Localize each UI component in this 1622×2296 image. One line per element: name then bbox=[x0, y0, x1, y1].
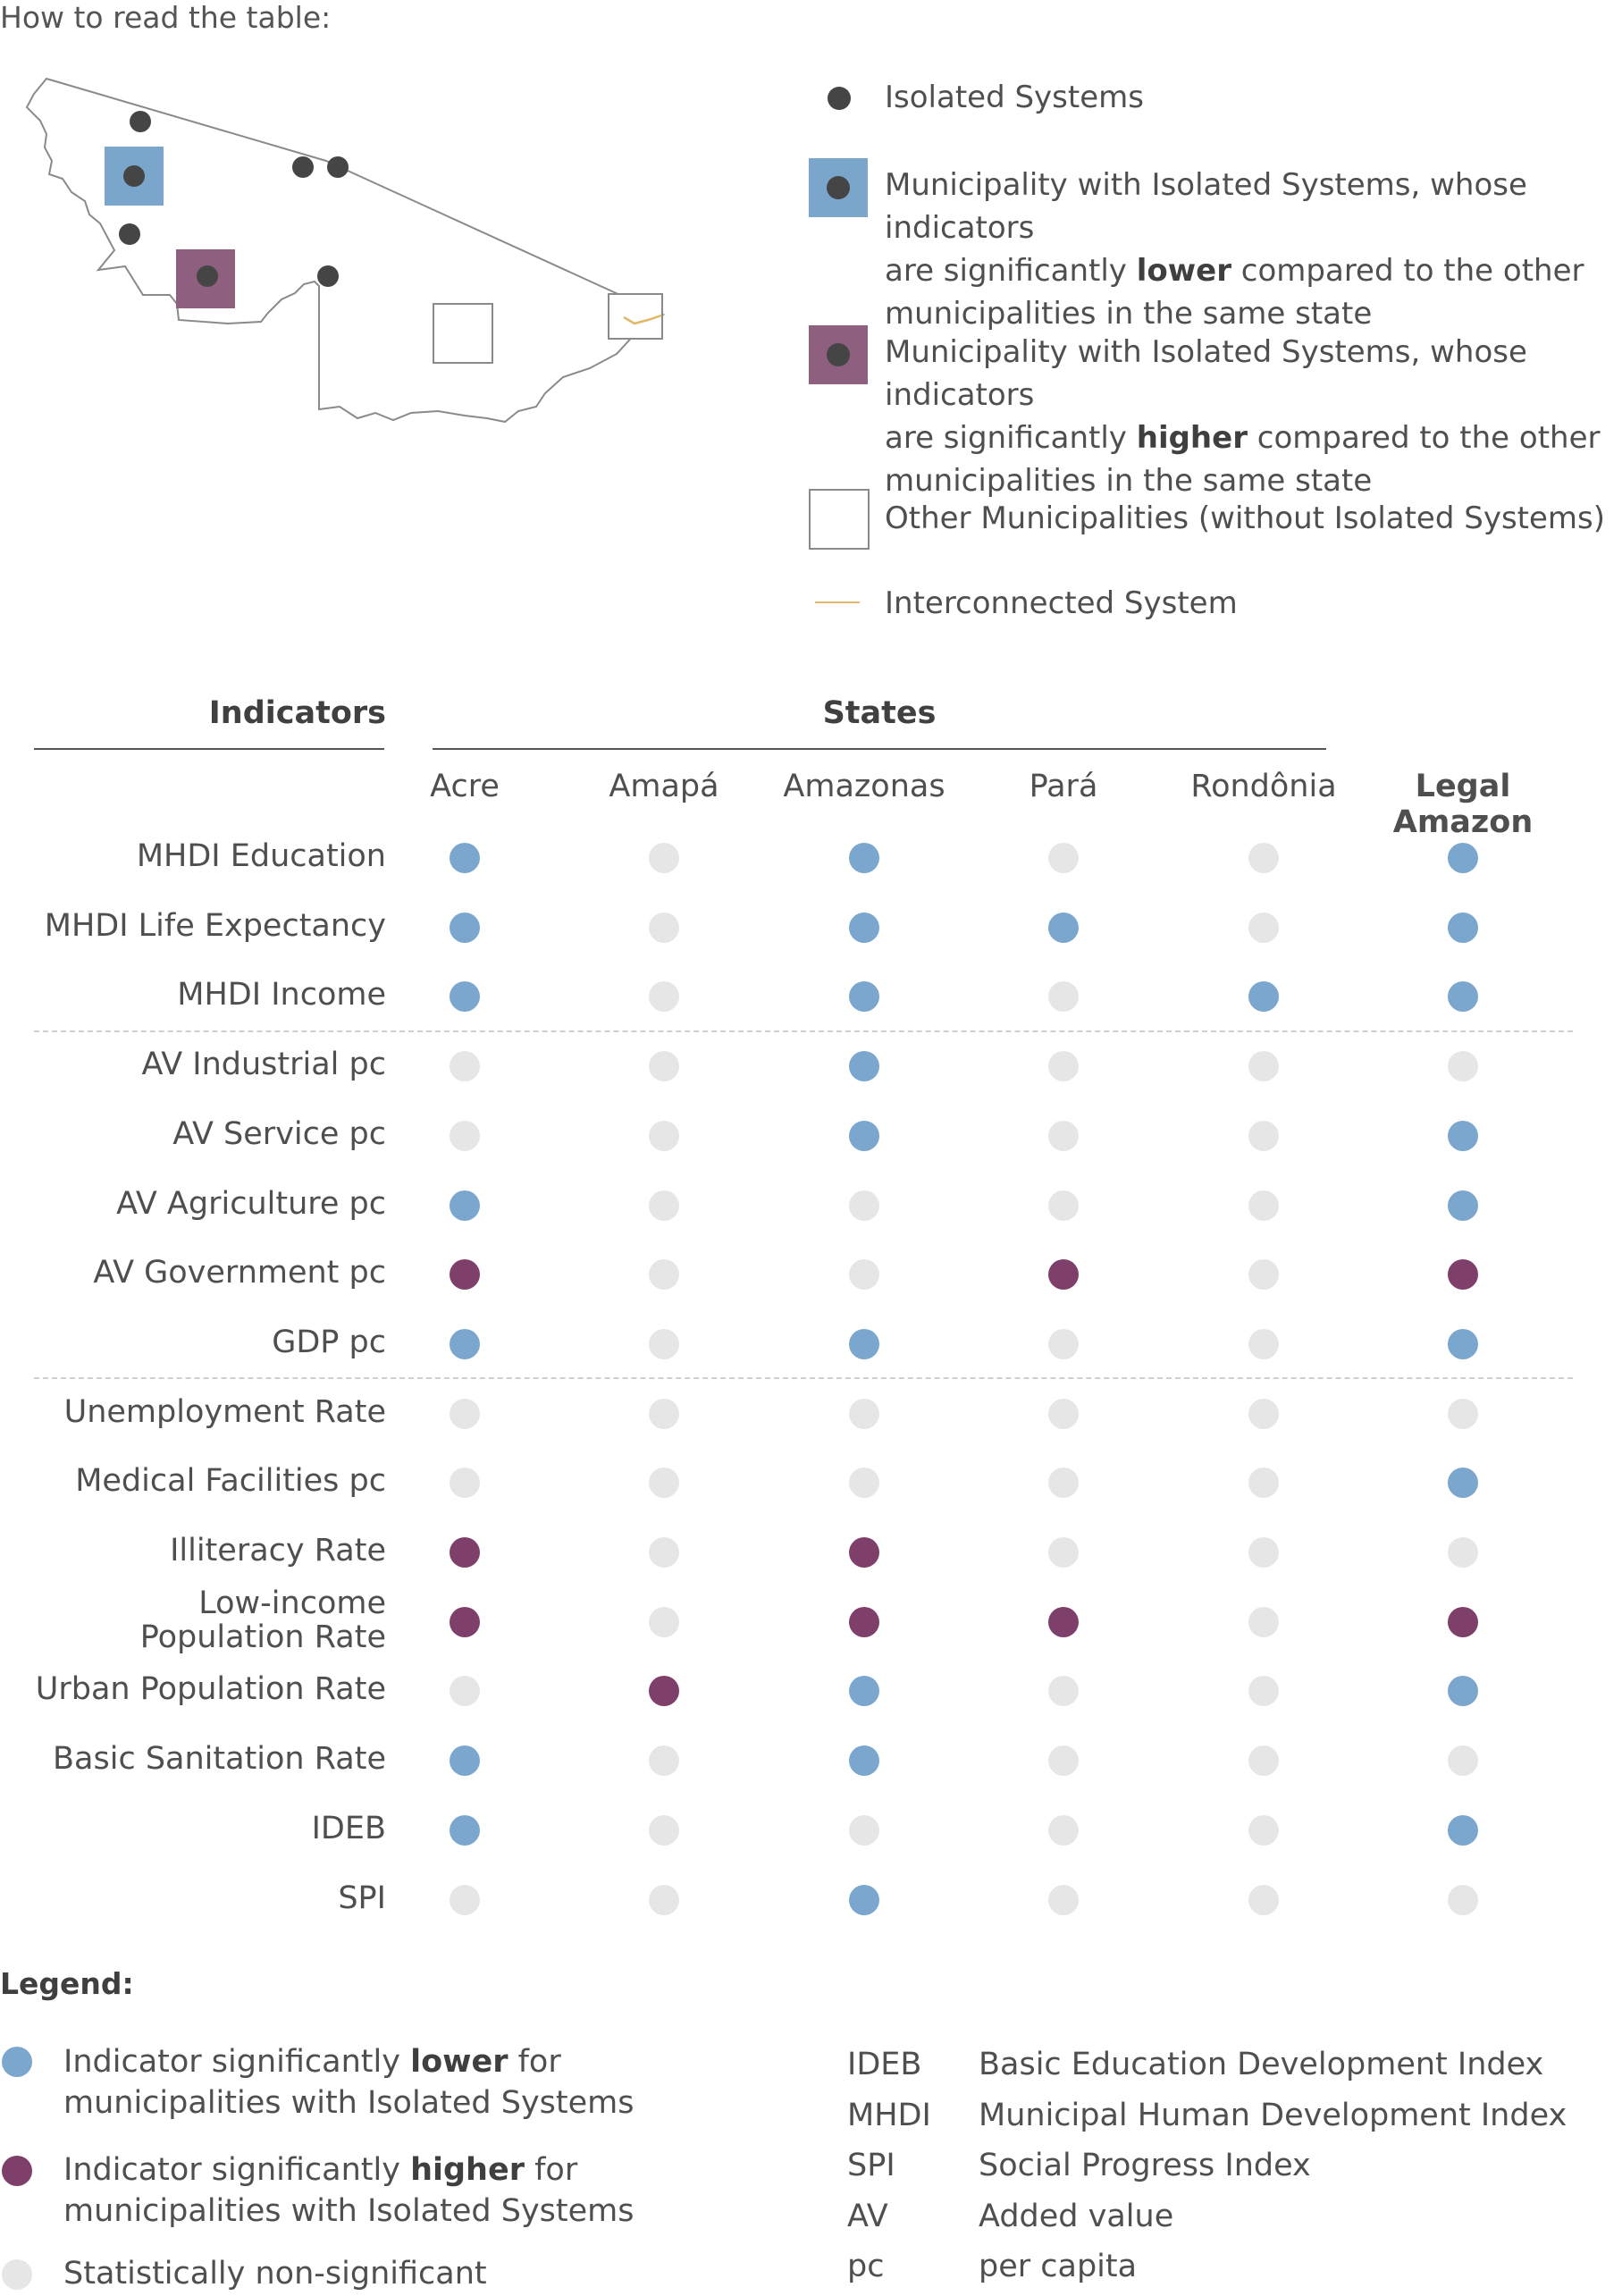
dot-non-significant bbox=[649, 1745, 679, 1776]
interconnected-symbol bbox=[815, 601, 860, 603]
dot-non-significant bbox=[1248, 1537, 1279, 1568]
dot-lower bbox=[1448, 1676, 1478, 1706]
dot-higher bbox=[849, 1607, 879, 1637]
dot-lower bbox=[849, 1885, 879, 1915]
dot-non-significant bbox=[1448, 1745, 1478, 1776]
legend-lower-text: Indicator significantly lower for municipalities with Isolated Systems bbox=[63, 2044, 635, 2121]
dot-non-significant bbox=[849, 1468, 879, 1498]
dot-lower bbox=[849, 1329, 879, 1359]
dot-non-significant bbox=[649, 1468, 679, 1498]
legend-lower-dot bbox=[2, 2047, 32, 2077]
dot-lower bbox=[450, 981, 480, 1012]
dot-non-significant bbox=[649, 1259, 679, 1290]
legend-ns-text: Statistically non-significant bbox=[63, 2256, 487, 2292]
dot-non-significant bbox=[450, 1468, 480, 1498]
dot-non-significant bbox=[1448, 1537, 1478, 1568]
dot-non-significant bbox=[849, 1815, 879, 1846]
abbreviation-term: SPI bbox=[847, 2148, 895, 2183]
states-header: States bbox=[822, 695, 937, 731]
dot-higher bbox=[450, 1537, 480, 1568]
indicator-label: SPI bbox=[338, 1880, 386, 1916]
abbreviation-term: MHDI bbox=[847, 2097, 931, 2133]
isolated-system-dot bbox=[317, 265, 339, 287]
indicator-label: GDP pc bbox=[272, 1324, 386, 1360]
abbreviation-term: pc bbox=[847, 2249, 885, 2284]
indicator-label: AV Service pc bbox=[172, 1115, 386, 1152]
indicator-label: MHDI Education bbox=[136, 838, 386, 874]
group-divider bbox=[34, 1030, 1573, 1032]
states-header-rule bbox=[433, 748, 1326, 750]
indicator-label: AV Agriculture pc bbox=[116, 1185, 386, 1222]
legend-higher-municipality-text: Municipality with Isolated Systems, whose indicators are significantly higher compared to the other municipalities in the same state bbox=[885, 334, 1601, 499]
dot-non-significant bbox=[649, 1815, 679, 1846]
indicators-header: Indicators bbox=[208, 695, 386, 731]
dot-lower bbox=[1448, 1190, 1478, 1221]
abbreviation-term: IDEB bbox=[847, 2047, 922, 2082]
dot-non-significant bbox=[1048, 1468, 1079, 1498]
dot-lower bbox=[1448, 913, 1478, 943]
dot-non-significant bbox=[450, 1676, 480, 1706]
dot-non-significant bbox=[649, 1329, 679, 1359]
abbreviation-description: Added value bbox=[979, 2198, 1174, 2234]
dot-non-significant bbox=[1248, 913, 1279, 943]
dot-non-significant bbox=[649, 1885, 679, 1915]
dot-lower bbox=[450, 843, 480, 873]
indicator-label: AV Industrial pc bbox=[141, 1047, 386, 1083]
indicator-label: Basic Sanitation Rate bbox=[53, 1741, 386, 1778]
dot-higher bbox=[1448, 1259, 1478, 1290]
legend-higher-dot bbox=[2, 2156, 32, 2186]
dot-non-significant bbox=[649, 1190, 679, 1221]
dot-non-significant bbox=[1248, 1607, 1279, 1637]
dot-lower bbox=[1448, 1121, 1478, 1151]
dot-non-significant bbox=[1248, 1190, 1279, 1221]
abbreviation-term: AV bbox=[847, 2198, 888, 2234]
dot-non-significant bbox=[450, 1885, 480, 1915]
municipality-other-box-2 bbox=[609, 294, 662, 339]
dot-higher bbox=[1448, 1607, 1478, 1637]
how-to-read-heading: How to read the table: bbox=[0, 0, 332, 35]
dot-lower bbox=[450, 1329, 480, 1359]
column-header: Legal Amazon bbox=[1392, 769, 1534, 840]
state-outline bbox=[27, 79, 663, 422]
column-header: Amazonas bbox=[783, 769, 945, 804]
lower-municipality-symbol bbox=[809, 158, 868, 217]
dot-non-significant bbox=[1248, 843, 1279, 873]
dot-non-significant bbox=[1248, 1815, 1279, 1846]
dot-non-significant bbox=[1048, 1121, 1079, 1151]
indicators-header-rule bbox=[34, 748, 384, 750]
legend-interconnected-label: Interconnected System bbox=[885, 585, 1238, 621]
indicator-label: Urban Population Rate bbox=[35, 1671, 386, 1708]
abbreviation-description: Basic Education Development Index bbox=[979, 2047, 1544, 2082]
dot-lower bbox=[1448, 1468, 1478, 1498]
dot-non-significant bbox=[649, 1607, 679, 1637]
legend-title: Legend: bbox=[0, 1966, 134, 2001]
dot-non-significant bbox=[1048, 1676, 1079, 1706]
dot-lower bbox=[1448, 1329, 1478, 1359]
legend-higher-text: Indicator significantly higher for municipalities with Isolated Systems bbox=[63, 2152, 635, 2229]
higher-municipality-symbol bbox=[809, 325, 868, 384]
column-header: Amapá bbox=[609, 769, 719, 804]
dot-non-significant bbox=[649, 1121, 679, 1151]
dot-non-significant bbox=[1048, 1399, 1079, 1429]
dot-lower bbox=[450, 1815, 480, 1846]
isolated-system-dot bbox=[119, 223, 140, 245]
dot-non-significant bbox=[1248, 1121, 1279, 1151]
municipality-other-box bbox=[433, 304, 492, 363]
isolated-system-dot bbox=[292, 156, 314, 178]
indicator-label: MHDI Income bbox=[177, 977, 386, 1013]
legend-isolated-label: Isolated Systems bbox=[885, 80, 1144, 115]
dot-lower bbox=[450, 1745, 480, 1776]
dot-non-significant bbox=[450, 1051, 480, 1081]
dot-lower bbox=[450, 1190, 480, 1221]
dot-higher bbox=[1048, 1259, 1079, 1290]
dot-non-significant bbox=[1248, 1259, 1279, 1290]
dot-lower bbox=[1448, 981, 1478, 1012]
dot-lower bbox=[849, 981, 879, 1012]
indicator-label: Unemployment Rate bbox=[63, 1393, 386, 1430]
indicator-label: Low-income Population Rate bbox=[139, 1585, 386, 1655]
dot-higher bbox=[450, 1607, 480, 1637]
dot-non-significant bbox=[649, 843, 679, 873]
dot-lower bbox=[1248, 981, 1279, 1012]
abbreviation-description: per capita bbox=[979, 2249, 1138, 2284]
dot-non-significant bbox=[1448, 1399, 1478, 1429]
dot-non-significant bbox=[1248, 1051, 1279, 1081]
other-municipality-symbol bbox=[809, 489, 870, 550]
indicator-label: IDEB bbox=[311, 1810, 386, 1846]
column-header: Pará bbox=[1029, 769, 1098, 804]
abbreviation-description: Social Progress Index bbox=[979, 2148, 1311, 2183]
legend-lower-municipality-text: Municipality with Isolated Systems, whose indicators are significantly lower compared to the other municipalities in the same state bbox=[885, 167, 1584, 332]
dot-higher bbox=[849, 1537, 879, 1568]
dot-lower bbox=[450, 913, 480, 943]
dot-lower bbox=[849, 1121, 879, 1151]
dot-higher bbox=[649, 1676, 679, 1706]
dot-non-significant bbox=[1048, 981, 1079, 1012]
dot-non-significant bbox=[1048, 1190, 1079, 1221]
dot-non-significant bbox=[1048, 1329, 1079, 1359]
dot-lower bbox=[1048, 913, 1079, 943]
dot-non-significant bbox=[849, 1399, 879, 1429]
dot-higher bbox=[450, 1259, 480, 1290]
dot-non-significant bbox=[1048, 843, 1079, 873]
dot-non-significant bbox=[849, 1190, 879, 1221]
dot-non-significant bbox=[1248, 1745, 1279, 1776]
dot-non-significant bbox=[649, 1399, 679, 1429]
legend-ns-dot bbox=[2, 2259, 32, 2290]
dot-non-significant bbox=[1248, 1399, 1279, 1429]
group-divider bbox=[34, 1377, 1573, 1379]
isolated-system-symbol bbox=[828, 87, 851, 110]
column-header: Rondônia bbox=[1190, 769, 1337, 804]
dot-non-significant bbox=[1048, 1051, 1079, 1081]
example-state-map bbox=[0, 45, 679, 429]
dot-lower bbox=[1448, 1815, 1478, 1846]
indicator-label: Medical Facilities pc bbox=[75, 1463, 386, 1500]
dot-non-significant bbox=[450, 1121, 480, 1151]
dot-non-significant bbox=[1048, 1815, 1079, 1846]
dot-non-significant bbox=[1248, 1468, 1279, 1498]
dot-lower bbox=[849, 1051, 879, 1081]
isolated-system-dot bbox=[130, 111, 151, 132]
isolated-system-dot bbox=[123, 165, 145, 187]
dot-lower bbox=[849, 843, 879, 873]
dot-non-significant bbox=[649, 913, 679, 943]
indicator-label: Illiteracy Rate bbox=[170, 1533, 386, 1569]
dot-non-significant bbox=[649, 981, 679, 1012]
dot-non-significant bbox=[1448, 1051, 1478, 1081]
indicator-label: MHDI Life Expectancy bbox=[44, 907, 386, 944]
dot-non-significant bbox=[1448, 1885, 1478, 1915]
abbreviation-description: Municipal Human Development Index bbox=[979, 2097, 1567, 2133]
dot-non-significant bbox=[1248, 1885, 1279, 1915]
dot-lower bbox=[849, 1745, 879, 1776]
dot-non-significant bbox=[1048, 1537, 1079, 1568]
isolated-system-dot bbox=[197, 265, 218, 287]
dot-non-significant bbox=[450, 1399, 480, 1429]
dot-non-significant bbox=[649, 1051, 679, 1081]
dot-non-significant bbox=[1248, 1329, 1279, 1359]
dot-lower bbox=[1448, 843, 1478, 873]
dot-non-significant bbox=[1048, 1885, 1079, 1915]
dot-higher bbox=[1048, 1607, 1079, 1637]
dot-non-significant bbox=[649, 1537, 679, 1568]
dot-non-significant bbox=[1048, 1745, 1079, 1776]
dot-non-significant bbox=[1248, 1676, 1279, 1706]
legend-other-municipality-label: Other Municipalities (without Isolated Systems) bbox=[885, 500, 1606, 536]
indicator-label: AV Government pc bbox=[93, 1255, 386, 1291]
dot-lower bbox=[849, 913, 879, 943]
column-header: Acre bbox=[430, 769, 500, 804]
isolated-system-dot bbox=[327, 156, 349, 178]
dot-lower bbox=[849, 1676, 879, 1706]
dot-non-significant bbox=[849, 1259, 879, 1290]
